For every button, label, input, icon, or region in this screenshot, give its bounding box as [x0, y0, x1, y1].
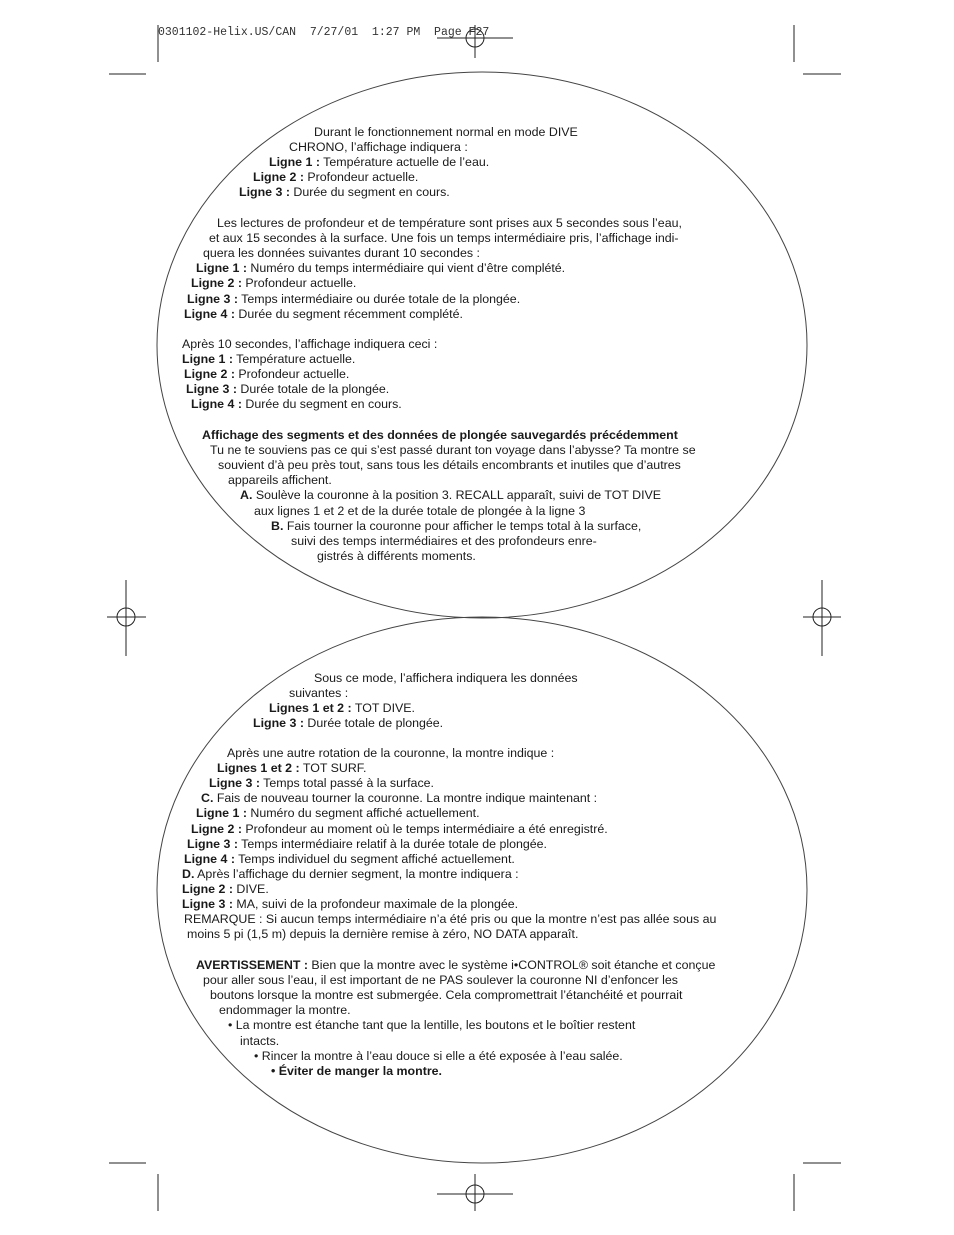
- line-text: TOT SURF.: [299, 761, 367, 776]
- line-text: pour aller sous l’eau, il est important de ne PAS soulever la couronne NI d’enfoncer les: [203, 973, 679, 988]
- text-line: [203, 973, 678, 988]
- text-line: [203, 246, 480, 261]
- bold-label: Ligne 2 :: [191, 276, 242, 291]
- bold-label: Ligne 3 :: [187, 291, 238, 306]
- text-line: [217, 216, 682, 231]
- bold-label: D.: [182, 866, 195, 881]
- text-line: [228, 1018, 635, 1033]
- line-text: boutons lorsque la montre est submergée. Cela compromettrait l’étanchéité et pourrait: [210, 988, 683, 1003]
- bold-label: Ligne 1 :: [196, 806, 247, 821]
- bold-label: Ligne 3 :: [187, 836, 238, 851]
- line-text: suivi des temps intermédiaires et des profondeurs enre-: [291, 533, 597, 548]
- line-text: Numéro du segment affiché actuellement.: [246, 806, 480, 821]
- line-text: REMARQUE : Si aucun temps intermédiaire n’a été pris ou que la montre n’est pas allée sous au: [184, 912, 717, 927]
- bold-label: Ligne 2 :: [182, 881, 233, 896]
- bold-label: Affichage des segments et des données de plongée sauvegardés précédemment: [202, 428, 678, 442]
- line-text: Sous ce mode, l’affichera indiquera les données: [314, 671, 578, 685]
- registration-mark-left: [107, 580, 146, 656]
- bold-label: Ligne 1 :: [196, 261, 247, 276]
- bold-label: B.: [271, 518, 284, 533]
- text-line: [291, 534, 597, 549]
- bold-label: Ligne 4 :: [184, 851, 235, 866]
- text-line: [253, 716, 443, 731]
- text-line: [184, 307, 463, 322]
- bold-label: Ligne 3 :: [209, 776, 260, 791]
- line-text: Profondeur au moment où le temps intermédiaire a été enregistré.: [241, 821, 608, 836]
- line-text: Tu ne te souviens pas ce qui s’est passé durant ton voyage dans l’abysse? Ta montre se: [210, 443, 696, 458]
- bold-label: Ligne 3 :: [186, 382, 237, 397]
- text-line: [196, 261, 565, 276]
- text-line: [254, 1049, 623, 1064]
- bold-label: AVERTISSEMENT :: [196, 958, 308, 972]
- text-line: [182, 882, 269, 897]
- bold-label: Ligne 2 :: [253, 170, 304, 185]
- text-line: [217, 761, 366, 776]
- text-line: [219, 1003, 351, 1018]
- bold-label: Lignes 1 et 2 :: [217, 761, 300, 776]
- line-text: et aux 15 secondes à la surface. Une fois un temps intermédiaire pris, l’affichage indi-: [209, 231, 679, 246]
- text-line: [184, 912, 716, 927]
- line-text: Après une autre rotation de la couronne, la montre indique :: [227, 746, 555, 760]
- line-text: Après 10 secondes, l’affichage indiquera ceci :: [182, 337, 438, 351]
- bold-label: Ligne 3 :: [182, 897, 233, 911]
- text-line: [269, 701, 415, 716]
- line-text: Durée du segment en cours.: [289, 185, 450, 200]
- bold-label: Ligne 3 :: [253, 716, 304, 731]
- text-line: [269, 155, 489, 170]
- text-line: [196, 806, 480, 821]
- line-text: • Rincer la montre à l’eau douce si elle a été exposée à l’eau salée.: [254, 1048, 623, 1063]
- line-text: Durée totale de la plongée.: [236, 382, 390, 397]
- bold-label: C.: [201, 791, 214, 806]
- line-text: • La montre est étanche tant que la lentille, les boutons et le boîtier restent: [228, 1018, 636, 1033]
- text-line: [210, 443, 696, 458]
- text-line: [240, 488, 661, 503]
- line-text: Profondeur actuelle.: [234, 367, 350, 382]
- line-text: moins 5 pi (1,5 m) depuis la dernière remise à zéro, NO DATA apparaît.: [187, 927, 579, 942]
- bold-label: Ligne 1 :: [182, 352, 233, 367]
- text-line: [271, 519, 641, 534]
- bold-label: Ligne 1 :: [269, 155, 320, 170]
- text-line: [209, 776, 434, 791]
- bold-label: Ligne 4 :: [184, 306, 235, 321]
- line-text: appareils affichent.: [228, 473, 332, 488]
- bold-label: A.: [240, 488, 253, 503]
- text-line: [187, 927, 578, 942]
- line-text: Soulève la couronne à la position 3. RECALL apparaît, suivi de TOT DIVE: [252, 488, 662, 503]
- registration-mark-top: [437, 25, 513, 58]
- text-line: [184, 852, 515, 867]
- text-line: [317, 549, 476, 564]
- text-line: [254, 504, 585, 519]
- bold-label: • Éviter de manger la montre.: [271, 1063, 442, 1078]
- print-slug: 0301102-Helix.US/CAN 7/27/01 1:27 PM Page F27: [158, 26, 490, 39]
- line-text: Numéro du temps intermédiaire qui vient d’être complété.: [246, 261, 566, 276]
- bold-label: Ligne 3 :: [239, 185, 290, 200]
- line-text: Temps intermédiaire relatif à la durée totale de plongée.: [237, 836, 547, 851]
- line-text: Les lectures de profondeur et de température sont prises aux 5 secondes sous l’eau,: [217, 216, 682, 230]
- line-text: Temps intermédiaire ou durée totale de la plongée.: [237, 291, 521, 306]
- text-line: [187, 292, 520, 307]
- line-text: Profondeur actuelle.: [303, 170, 419, 185]
- text-line: [202, 428, 678, 443]
- text-line: [182, 337, 437, 352]
- line-text: CHRONO, l’affichage indiquera :: [289, 140, 468, 155]
- text-line: [182, 897, 518, 912]
- text-line: [186, 382, 389, 397]
- line-text: Durée du segment récemment complété.: [234, 306, 463, 321]
- text-line: [253, 170, 418, 185]
- line-text: endommager la montre.: [219, 1003, 351, 1018]
- line-text: Fais tourner la couronne pour afficher le temps total à la surface,: [283, 518, 642, 533]
- line-text: gistrés à différents moments.: [317, 548, 476, 563]
- registration-mark-right: [803, 580, 841, 656]
- line-text: Après l’affichage du dernier segment, la montre indiquera :: [194, 866, 519, 881]
- line-text: DIVE.: [232, 881, 269, 896]
- line-text: intacts.: [240, 1033, 280, 1048]
- text-line: [289, 140, 468, 155]
- text-line: [209, 231, 679, 246]
- line-text: aux lignes 1 et 2 et de la durée totale de plongée à la ligne 3: [254, 503, 586, 518]
- text-line: [182, 867, 519, 882]
- line-text: Bien que la montre avec le système i•CONTROL® soit étanche et conçue: [307, 958, 716, 972]
- text-line: [210, 988, 682, 1003]
- line-text: Temps total passé à la surface.: [259, 776, 434, 791]
- text-line: [187, 837, 547, 852]
- line-text: Temps individuel du segment affiché actuellement.: [234, 851, 515, 866]
- text-line: [191, 276, 356, 291]
- text-line: [289, 686, 348, 701]
- text-line: [271, 1064, 442, 1079]
- line-text: Durée du segment en cours.: [241, 397, 402, 412]
- line-text: Température actuelle.: [232, 352, 356, 367]
- text-line: [314, 125, 578, 140]
- line-text: Fais de nouveau tourner la couronne. La montre indique maintenant :: [213, 791, 598, 806]
- text-line: [184, 367, 349, 382]
- line-text: Durée totale de plongée.: [303, 716, 444, 731]
- text-line: [201, 791, 597, 806]
- text-line: [182, 352, 355, 367]
- text-line: [218, 458, 681, 473]
- line-text: Profondeur actuelle.: [241, 276, 357, 291]
- bold-label: Ligne 2 :: [191, 821, 242, 836]
- line-text: MA, suivi de la profondeur maximale de la plongée.: [232, 897, 519, 911]
- line-text: souvient d’à peu près tout, sans tous les détails encombrants et inutiles que d’autres: [218, 458, 681, 473]
- line-text: quera les données suivantes durant 10 secondes :: [203, 246, 480, 261]
- text-line: [314, 671, 578, 686]
- text-line: [239, 185, 450, 200]
- text-line: [228, 473, 332, 488]
- text-line: [196, 958, 715, 973]
- line-text: TOT DIVE.: [351, 701, 415, 716]
- line-text: Température actuelle de l’eau.: [319, 155, 490, 170]
- text-line: [227, 746, 554, 761]
- line-text: suivantes :: [289, 686, 349, 701]
- text-line: [240, 1034, 279, 1049]
- line-text: Durant le fonctionnement normal en mode DIVE: [314, 125, 578, 139]
- registration-mark-bottom: [437, 1174, 513, 1211]
- bold-label: Ligne 2 :: [184, 367, 235, 382]
- bold-label: Lignes 1 et 2 :: [269, 701, 352, 716]
- text-line: [191, 397, 402, 412]
- bold-label: Ligne 4 :: [191, 397, 242, 412]
- text-line: [191, 822, 608, 837]
